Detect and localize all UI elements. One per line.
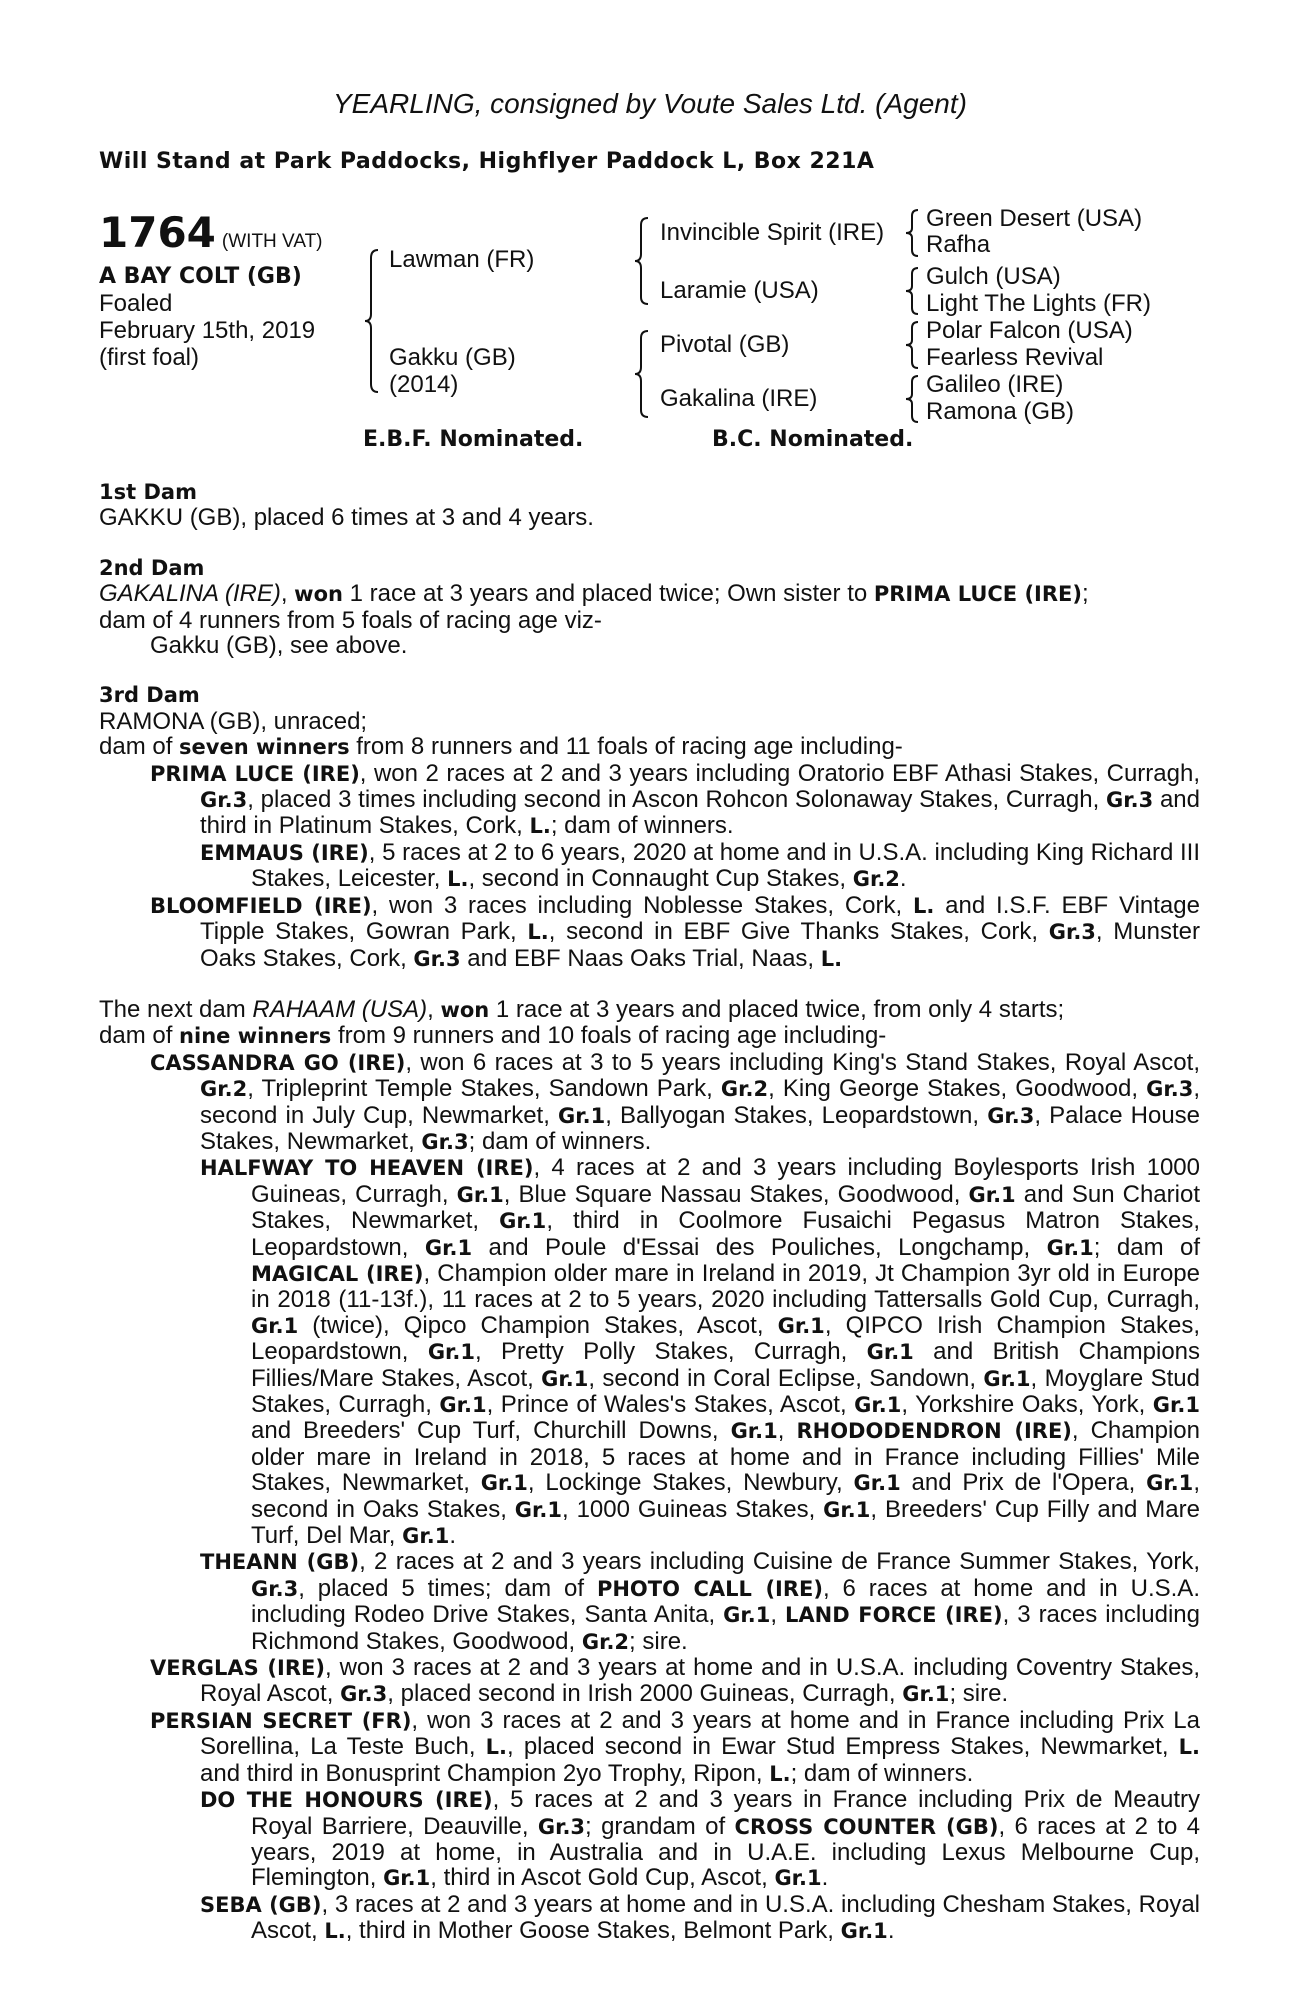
text-run: , won 3 races at 2 and 3 years at home and in France including Prix La Sorellina, La Teste Buch,: [200, 1706, 1200, 1761]
entry-paragraph: [99, 608, 1200, 633]
bold-text: Gr.1: [730, 1419, 778, 1444]
bold-text: Gr.1: [840, 1919, 888, 1944]
text-run: dam of: [99, 733, 180, 761]
text-run: GAKKU (GB), placed 6 times at 3 and 4 years.: [99, 504, 594, 532]
bold-text: PERSIAN SECRET (FR): [150, 1708, 412, 1733]
pedigree-g3: Light The Lights (FR): [926, 290, 1151, 317]
bold-text: Gr.3: [1106, 788, 1154, 813]
section-heading: 3rd Dam: [99, 683, 200, 708]
text-run: 1 race at 3 years and placed twice; Own sister to: [342, 580, 874, 608]
entry-paragraph: [99, 1787, 1200, 1892]
text-run: and Prix de l'Opera,: [900, 1469, 1147, 1497]
entry-paragraph: [99, 1708, 1200, 1787]
text-run: and British Champions Fillies/Mare Stakes, Ascot,: [251, 1338, 1201, 1392]
text-run: , placed 3 times including second in Ascon Rohcon Solonaway Stakes, Curragh,: [247, 786, 1106, 814]
text-run: and I.S.F. EBF Vintage Tipple Stakes, Gowran Park,: [200, 891, 1200, 946]
entry-paragraph: [99, 709, 1200, 734]
pedigree-g3: Rafha: [926, 231, 991, 258]
text-run: dam of 4 runners from 5 foals of racing age viz-: [99, 606, 602, 634]
bold-text: L.: [529, 814, 551, 839]
text-run: , Munster Oaks Stakes, Cork,: [200, 918, 1200, 972]
bold-text: VERGLAS (IRE): [150, 1656, 325, 1681]
text-run: , King George Stakes, Goodwood,: [768, 1075, 1147, 1103]
bold-text: Gr.3: [200, 788, 248, 813]
bold-text: Gr.1: [854, 1393, 902, 1417]
pedigree-dam-sire: Pivotal (GB): [660, 331, 790, 358]
text-run: , QIPCO Irish Champion Stakes, Leopardstown,: [251, 1311, 1200, 1366]
text-run: ; sire.: [629, 1627, 688, 1655]
bold-text: Gr.1: [866, 1340, 914, 1365]
italic-name: RAHAAM (USA): [252, 995, 428, 1023]
text-run: , second in July Cup, Newmarket,: [200, 1075, 1200, 1129]
bold-text: Gr.1: [777, 1313, 825, 1338]
pedigree-g3: Ramona (GB): [926, 398, 1075, 425]
pedigree-sire-sire: Invincible Spirit (IRE): [660, 219, 885, 246]
pedigree-section: [99, 480, 1200, 531]
bold-text: Gr.2: [852, 867, 900, 892]
text-run: , Palace House Stakes, Newmarket,: [200, 1101, 1201, 1155]
ebf-nominated: E.B.F. Nominated.: [363, 427, 584, 452]
text-run: ;: [1082, 580, 1089, 608]
bold-text: L.: [527, 920, 549, 945]
entry-paragraph: [99, 1155, 1200, 1549]
pedigree-sire-dam: Laramie (USA): [660, 277, 819, 304]
bold-text: Gr.1: [823, 1497, 871, 1522]
bold-text: Gr.1: [902, 1682, 950, 1707]
pedigree-g3: Fearless Revival: [926, 344, 1104, 371]
vat-note: (WITH VAT): [221, 231, 323, 252]
entry-paragraph: [99, 734, 1200, 760]
text-run: , 4 races at 2 and 3 years including Boylesports Irish 1000 Guineas, Curragh,: [251, 1154, 1200, 1208]
bold-text: Gr.1: [514, 1497, 562, 1522]
stand-location: Will Stand at Park Paddocks, Highflyer Paddock L, Box 221A: [99, 149, 875, 174]
pedigree-brace: [904, 266, 920, 316]
text-run: .: [449, 1522, 457, 1550]
pedigree-brace: [904, 374, 920, 424]
bold-text: Gr.3: [421, 1129, 469, 1154]
text-run: and third in Bonusprint Champion 2yo Trophy, Ripon,: [200, 1759, 770, 1787]
text-run: and Poule d'Essai des Pouliches, Longchamp,: [472, 1233, 1047, 1261]
bold-text: won: [294, 582, 343, 607]
pedigree-dam-year: (2014): [389, 371, 459, 398]
pedigree-g3: Green Desert (USA): [926, 205, 1143, 232]
bold-text: L.: [820, 946, 843, 971]
text-run: ; grandam of: [585, 1812, 735, 1840]
text-run: , Breeders' Cup Filly and Mare Turf, Del Mar,: [251, 1495, 1200, 1550]
text-run: , second in Oaks Stakes,: [251, 1469, 1200, 1523]
text-run: , 5 races at 2 and 3 years in France including Prix de Meautry Royal Barriere, Deauville,: [251, 1786, 1200, 1840]
text-run: ,: [777, 1417, 797, 1445]
bold-text: MAGICAL (IRE): [251, 1261, 424, 1286]
text-run: , second in EBF Give Thanks Stakes, Cork,: [548, 918, 1049, 946]
bold-text: BLOOMFIELD (IRE): [150, 893, 372, 918]
text-run: , placed 5 times; dam of: [298, 1574, 597, 1602]
text-run: ; dam of: [1093, 1233, 1200, 1261]
pedigree-brace: [364, 248, 380, 394]
text-run: .: [887, 1917, 895, 1945]
text-run: ,: [427, 995, 441, 1023]
pedigree-g3: Gulch (USA): [926, 263, 1061, 290]
bold-text: Gr.2: [581, 1629, 630, 1654]
pedigree-brace: [634, 329, 650, 419]
text-run: (twice), Qipco Champion Stakes, Ascot,: [298, 1311, 778, 1339]
text-run: 1 race at 3 years and placed twice, from only 4 starts;: [489, 995, 1065, 1023]
entry-paragraph: [99, 840, 1200, 893]
text-run: from 9 runners and 10 foals of racing age including-: [331, 1022, 887, 1050]
bold-text: PHOTO CALL (IRE): [596, 1576, 823, 1601]
text-run: and Breeders' Cup Turf, Churchill Downs,: [251, 1417, 731, 1445]
text-run: , third in Ascot Gold Cup, Ascot,: [430, 1864, 775, 1892]
bold-text: Gr.3: [1048, 920, 1096, 945]
bold-text: CROSS COUNTER (GB): [734, 1814, 999, 1839]
bold-text: Gr.2: [200, 1077, 248, 1102]
text-run: RAMONA (GB), unraced;: [99, 707, 368, 735]
text-run: , 5 races at 2 to 6 years, 2020 at home and in U.S.A. including King Richard III Stakes, Leicester,: [251, 838, 1200, 893]
bold-text: Gr.1: [402, 1524, 450, 1549]
bold-text: Gr.1: [499, 1209, 547, 1234]
pedigree-dam-dam: Gakalina (IRE): [660, 385, 818, 412]
text-run: , won 6 races at 3 to 5 years including King's Stand Stakes, Royal Ascot,: [405, 1048, 1200, 1076]
text-run: , 3 races including Richmond Stakes, Goodwood,: [251, 1601, 1200, 1655]
bold-text: Gr.3: [340, 1682, 388, 1707]
bold-text: Gr.1: [383, 1866, 431, 1891]
pedigree-section: [99, 997, 1200, 1945]
pedigree-brace: [634, 216, 650, 306]
bold-text: LAND FORCE (IRE): [785, 1603, 1003, 1628]
pedigree-section: [99, 683, 1200, 971]
text-run: and third in Platinum Stakes, Cork,: [200, 786, 1200, 840]
entry-paragraph: [99, 997, 1200, 1023]
text-run: , placed second in Irish 2000 Guineas, Curragh,: [387, 1680, 903, 1708]
bold-text: PRIMA LUCE (IRE): [873, 582, 1082, 607]
bold-text: Gr.3: [987, 1103, 1035, 1128]
entry-paragraph: [99, 893, 1200, 972]
bold-text: Gr.1: [480, 1471, 528, 1496]
text-run: , third in Mother Goose Stakes, Belmont Park,: [345, 1917, 841, 1945]
text-run: , placed second in Ewar Stud Empress Stakes, Newmarket,: [507, 1733, 1179, 1761]
bold-text: won: [440, 997, 490, 1022]
pedigree-dam: Gakku (GB): [389, 344, 516, 371]
entry-paragraph: [99, 581, 1200, 607]
text-run: , 3 races at 2 and 3 years at home and in U.S.A. including Chesham Stakes, Royal Ascot,: [251, 1890, 1200, 1945]
lot-number: 1764: [99, 208, 216, 257]
bold-text: Gr.1: [558, 1103, 606, 1128]
bold-text: L.: [485, 1735, 508, 1760]
text-run: , 6 races at home and in U.S.A. including Rodeo Drive Stakes, Santa Anita,: [251, 1574, 1200, 1629]
text-run: ; dam of winners.: [790, 1759, 974, 1787]
text-run: , Prince of Wales's Stakes, Ascot,: [486, 1391, 855, 1418]
italic-name: GAKALINA (IRE): [99, 580, 281, 608]
dam-line-body: [99, 480, 1200, 1970]
text-run: and EBF Naas Oaks Trial, Naas,: [460, 944, 821, 972]
bold-text: Gr.1: [427, 1340, 476, 1365]
bold-text: Gr.1: [251, 1313, 299, 1338]
foal-note: (first foal): [99, 344, 200, 371]
text-run: The next dam: [99, 995, 253, 1023]
section-heading: 1st Dam: [99, 480, 197, 504]
foaled-date: February 15th, 2019: [99, 317, 316, 344]
foaled-label: Foaled: [99, 290, 173, 317]
text-run: from 8 runners and 11 foals of racing age including-: [349, 733, 903, 761]
bold-text: Gr.1: [983, 1366, 1031, 1391]
bold-text: SEBA (GB): [200, 1892, 322, 1917]
bold-text: Gr.3: [251, 1576, 299, 1601]
bold-text: Gr.1: [968, 1182, 1016, 1207]
pedigree-section: [99, 556, 1200, 659]
text-run: , Lockinge Stakes, Newbury,: [527, 1469, 854, 1497]
pedigree-brace: [904, 320, 920, 370]
bold-text: Gr.1: [774, 1866, 822, 1891]
text-run: , Champion older mare in Ireland in 2019, Jt Champion 3yr old in Europe in 2018 (11-13f.), 11 races at 2 to 5 years, 2020 including Tattersalls Gold Cup, Curragh,: [251, 1259, 1200, 1314]
entry-paragraph: [99, 1549, 1200, 1655]
text-run: , won 3 races including Noblesse Stakes, Cork,: [371, 891, 913, 919]
entry-paragraph: [99, 761, 1200, 840]
bold-text: Gr.1: [541, 1366, 589, 1391]
text-run: ,: [770, 1601, 786, 1629]
text-run: ; dam of winners.: [550, 812, 734, 840]
bold-text: PRIMA LUCE (IRE): [150, 761, 360, 786]
text-run: and Sun Chariot Stakes, Newmarket,: [251, 1180, 1200, 1235]
text-run: , 1000 Guineas Stakes,: [562, 1495, 824, 1523]
bold-text: THEANN (GB): [200, 1550, 360, 1575]
bold-text: L.: [324, 1919, 346, 1944]
bold-text: Gr.3: [413, 946, 461, 971]
text-run: , Moyglare Stud Stakes, Curragh,: [251, 1364, 1200, 1418]
pedigree-sire: Lawman (FR): [389, 246, 535, 273]
lot-description: A BAY COLT (GB): [99, 264, 302, 289]
bold-text: Gr.1: [424, 1235, 473, 1260]
bold-text: Gr.2: [720, 1077, 769, 1102]
text-run: , 2 races at 2 and 3 years including Cuisine de France Summer Stakes, York,: [359, 1548, 1200, 1576]
lot-number-line: [99, 208, 323, 267]
bc-nominated: B.C. Nominated.: [712, 427, 914, 452]
bold-text: Gr.1: [1146, 1471, 1194, 1496]
bold-text: Gr.1: [1046, 1235, 1094, 1260]
bold-text: L.: [447, 867, 469, 892]
bold-text: L.: [1178, 1735, 1200, 1760]
bold-text: RHODODENDRON (IRE): [796, 1419, 1072, 1444]
entry-paragraph: [99, 1892, 1200, 1945]
text-run: , Ballyogan Stakes, Leopardstown,: [605, 1101, 988, 1129]
page-title: YEARLING, consigned by Voute Sales Ltd. (Agent): [333, 88, 967, 119]
bold-text: L.: [769, 1761, 791, 1786]
text-run: , Tripleprint Temple Stakes, Sandown Park,: [247, 1075, 721, 1103]
bold-text: L.: [912, 893, 935, 918]
bold-text: DO THE HONOURS (IRE): [200, 1788, 493, 1813]
pedigree-g3: Polar Falcon (USA): [926, 317, 1133, 344]
bold-text: Gr.1: [853, 1471, 901, 1496]
bold-text: Gr.3: [1146, 1077, 1194, 1102]
bold-text: Gr.1: [1152, 1393, 1200, 1417]
text-run: , third in Coolmore Fusaichi Pegasus Matron Stakes, Leopardstown,: [251, 1207, 1201, 1261]
bold-text: Gr.3: [537, 1814, 586, 1839]
text-run: , Blue Square Nassau Stakes, Goodwood,: [503, 1180, 969, 1208]
text-run: ; dam of winners.: [468, 1127, 652, 1155]
section-heading: 2nd Dam: [99, 555, 205, 580]
text-run: , won 2 races at 2 and 3 years including Oratorio EBF Athasi Stakes, Curragh,: [359, 759, 1200, 787]
text-run: Gakku (GB), see above.: [150, 632, 408, 660]
bold-text: nine winners: [179, 1024, 332, 1049]
bold-text: HALFWAY TO HEAVEN (IRE): [200, 1156, 534, 1181]
bold-text: Gr.1: [723, 1603, 771, 1628]
bold-text: EMMAUS (IRE): [200, 840, 369, 865]
pedigree-brace: [904, 208, 920, 258]
text-run: .: [899, 865, 907, 893]
bold-text: Gr.1: [456, 1182, 504, 1207]
entry-paragraph: [99, 1655, 1200, 1708]
text-run: , Yorkshire Oaks, York,: [901, 1391, 1153, 1418]
bold-text: Gr.1: [439, 1393, 487, 1417]
text-run: , second in Coral Eclipse, Sandown,: [588, 1364, 984, 1392]
text-run: dam of: [99, 1022, 180, 1050]
pedigree-g3: Galileo (IRE): [926, 371, 1064, 398]
bold-text: seven winners: [179, 735, 350, 760]
text-run: ; sire.: [949, 1680, 1009, 1708]
text-run: , Champion older mare in Ireland in 2018, 5 races at home and in France including Fillies' Mile Stakes, Newmarket,: [251, 1417, 1200, 1497]
bold-text: CASSANDRA GO (IRE): [150, 1050, 406, 1075]
text-run: .: [821, 1864, 829, 1892]
text-run: , won 3 races at 2 and 3 years at home and in U.S.A. including Coventry Stakes, Royal Ascot,: [200, 1654, 1200, 1708]
entry-paragraph: [99, 1050, 1200, 1156]
entry-paragraph: [99, 1023, 1200, 1049]
entry-paragraph: [99, 633, 1200, 658]
text-run: , second in Connaught Cup Stakes,: [468, 865, 853, 893]
text-run: , 6 races at 2 to 4 years, 2019 at home, in Australia and in U.A.E. including Lexus Melbourne Cup, Flemington,: [251, 1812, 1200, 1892]
text-run: , Pretty Polly Stakes, Curragh,: [475, 1338, 867, 1366]
entry-paragraph: [99, 505, 1200, 530]
text-run: ,: [280, 580, 295, 608]
